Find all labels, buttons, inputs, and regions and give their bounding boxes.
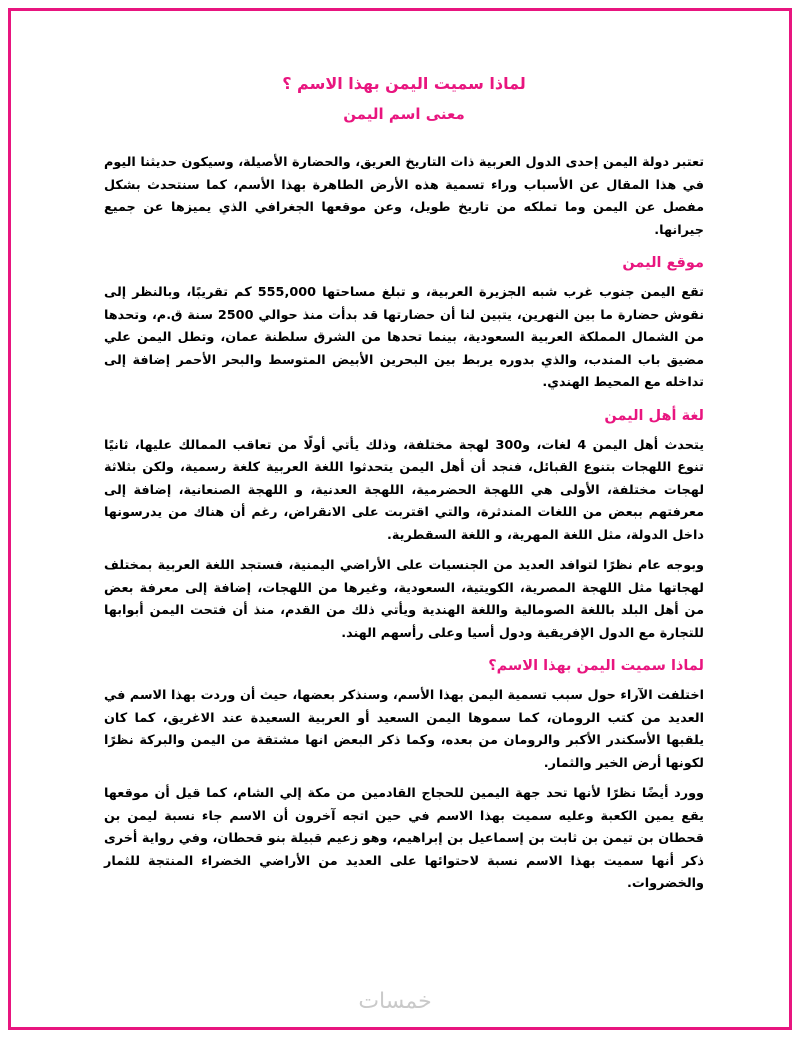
naming-paragraph-2: وورد أيضًا نظرًا لأنها تحد جهة اليمين للحجاج القادمين من مكة إلي الشام، كما قيل أن موقعها يقع يمين الكعبة وعليه سميت بهذا الاسم في حين اتجه آخرون أن الاسم جاء نسبة ليمن بن قحطان بن تيمن بن ثابت بن إسماعيل بن إبراهيم، وهو زعيم قبيلة بنو قحطان، وفي رواية أخرى ذكر أنها سميت بهذا الاسم نسبة لاحتوائها على العديد من الأراضي الخضراء المنتجة للثمار والخضروات. bbox=[104, 786, 704, 891]
naming-paragraph-1: اختلفت الآراء حول سبب تسمية اليمن بهذا الأسم، وسنذكر بعضها، حيث أن وردت بهذا الاسم في العديد من كتب الرومان، كما سموها اليمن السعيد أو العربية السعيدة عند الاغريق، كما كان يلقبها الأسكندر الأكبر والرومان من بعده، وكما ذكر البعض انها مشتقة من اليمن والبركة نظرًا لكونها أرض الخير والثمار. bbox=[104, 688, 704, 771]
language-paragraph-1: يتحدث أهل اليمن 4 لغات، و300 لهجة مختلفة، وذلك يأتي أولًا من تعاقب الممالك عليها، ثانيًا تنوع اللهجات بتنوع القبائل، فنجد أن أهل اليمن يتحدثوا اللغة العربية كلغة رسمية، ولكن بثلاثة لهجات مختلفة، الأولى هي اللهجة الحضرمية، اللهجة العدنية، و اللهجة الصنعانية، إضافة إلى معرفتهم ببعض من اللغات المندثرة، والتي اقتربت على الانقراض، رغم أن هناك من يدرسونها داخل الدولة، مثل اللغة المهرية، و اللغة السقطرية. bbox=[104, 437, 705, 543]
section-heading-language: لغة أهل اليمن bbox=[604, 407, 704, 424]
language-paragraph-2: وبوجه عام نظرًا لتوافد العديد من الجنسيات على الأراضي اليمنية، فستجد اللغة العربية بمختلف لهجاتها مثل اللهجة المصرية، الكويتية، السعودية، وغيرها من اللهجات، إضافة إلى معرفة بعض من أهل البلد باللغة الصومالية واللغة الهندية ويأتي ذلك من القدم، منذ أن فتحت اليمن أبوابها للتجارة مع الدول الإفريقية ودول أسيا وعلى رأسهم الهند. bbox=[104, 558, 704, 641]
page-title: لماذا سميت اليمن بهذا الاسم ؟ bbox=[282, 74, 526, 93]
page-subtitle: معنى اسم اليمن bbox=[343, 105, 465, 123]
article bbox=[104, 62, 704, 904]
section-heading-naming: لماذا سميت اليمن بهذا الاسم؟ bbox=[488, 658, 704, 674]
intro-paragraph: تعتبر دولة اليمن إحدى الدول العربية ذات التاريخ العريق، والحضارة الأصيلة، وسيكون حديثنا اليوم في هذا المقال عن الأسباب وراء تسمية هذه الأرض الطاهرة بهذا الأسم، كما سنتحدث بشكل مفصل عن اليمن وما تملكه من تاريخ طويل، وعن موقعها الجغرافي الذي يميزها عن جميع جيرانها. bbox=[104, 155, 704, 238]
section-heading-location: موقع اليمن bbox=[622, 255, 704, 271]
location-paragraph: تقع اليمن جنوب غرب شبه الجزيرة العربية، و تبلغ مساحتها 555,000 كم تقريبًا، وبالنظر إلى نقوش حضارة ما بين النهرين، يتبين لنا أن حضارتها قد بدأت منذ حوالي 2500 سنة ق.م، وتحدها من الشمال المملكة العربية السعودية، بينما تحدها من الشرق سلطنة عمان، وتطل اليمن علي مضيق باب المندب، والذي بدوره يربط بين البحرين الأبيض المتوسط والبحر الأحمر إضافة إلى تداخله مع المحيط الهندي. bbox=[104, 285, 704, 390]
watermark-logo: خمسات bbox=[358, 989, 432, 1014]
